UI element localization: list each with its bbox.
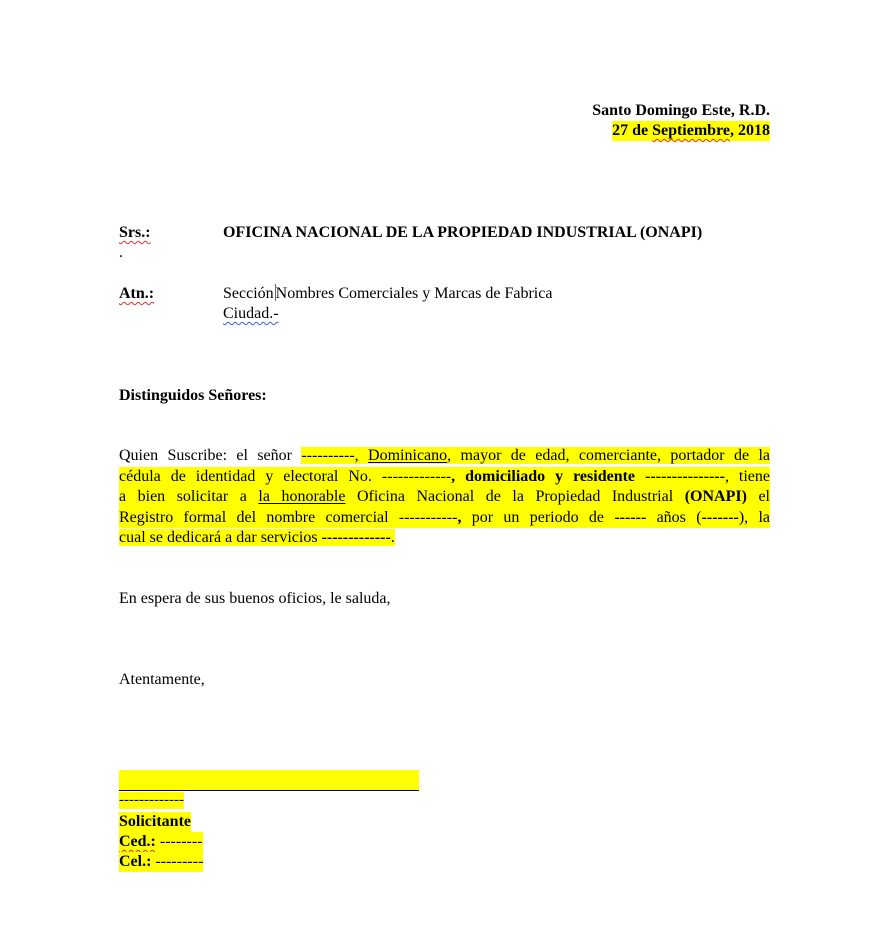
srs-value: OFICINA NACIONAL DE LA PROPIEDAD INDUSTRIAL (ONAPI) — [223, 224, 703, 241]
signature-role: Solicitante — [119, 813, 191, 830]
body-line-5: cual se dedicará a dar servicios -------------. — [119, 529, 395, 546]
signature-line — [119, 770, 419, 791]
atn-label: Atn.: — [119, 285, 155, 302]
date-month: Septiembre — [652, 122, 730, 139]
city: Ciudad.- — [223, 305, 279, 322]
body-line-4: Registro formal del nombre comercial -----------, por un periodo de ------ años (-------), la — [119, 508, 770, 529]
body-line-3: a bien solicitar a la honorable Oficina Nacional de la Propiedad Industrial (ONAPI) el — [119, 487, 770, 508]
srs-label: Srs.: — [119, 224, 151, 241]
atn-value: Sección Nombres Comerciales y Marcas de Fabrica — [223, 285, 553, 302]
body-paragraph — [119, 446, 770, 549]
date-line: 27 de Septiembre, 2018 — [612, 122, 770, 139]
body-line-2: cédula de identidad y electoral No. -------------, domiciliado y residente ---------------, tiene — [119, 467, 770, 488]
signature-dashes: ------------- — [119, 792, 184, 808]
greeting: Distinguidos Señores: — [119, 387, 267, 404]
body-line-1: Quien Suscribe: el señor ----------, Dominicano, mayor de edad, comerciante, portador de la — [119, 447, 771, 464]
place-line: Santo Domingo Este, R.D. — [592, 102, 770, 119]
signature-ced: Ced.: -------- — [119, 833, 203, 850]
signature-cel: Cel.: --------- — [119, 853, 204, 870]
closing-line: En espera de sus buenos oficios, le saluda, — [119, 590, 391, 607]
stray-dot: . — [119, 244, 123, 261]
sign-off: Atentamente, — [119, 671, 205, 688]
